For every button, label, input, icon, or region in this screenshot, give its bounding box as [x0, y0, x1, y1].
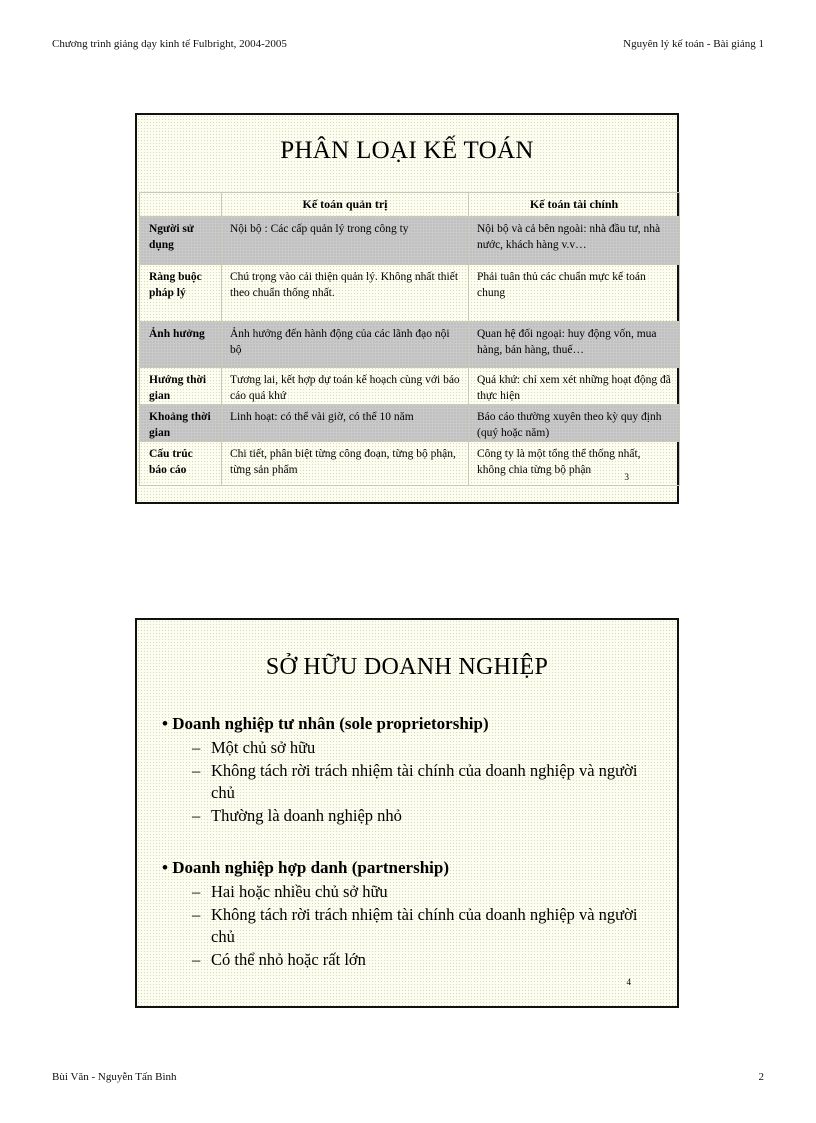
list-item-text: Không tách rời trách nhiệm tài chính của doanh nghiệp và người chủ: [211, 761, 638, 802]
list-item-text: Một chủ sở hữu: [211, 738, 316, 757]
table-cell: Phải tuân thủ các chuẩn mực kế toán chung: [469, 265, 680, 322]
list-item-text: Thường là doanh nghiệp nhỏ: [211, 806, 402, 825]
dash-icon: –: [192, 882, 201, 901]
list-item: [162, 904, 657, 948]
footer-page-number: 2: [758, 1071, 764, 1083]
slide-business-ownership: [135, 618, 679, 1008]
row-label: Người sử dụng: [140, 217, 222, 265]
header-lecture-title: Nguyên lý kế toán - Bài giảng 1: [623, 38, 764, 50]
dash-icon: –: [192, 806, 201, 825]
table-cell: Công ty là một tổng thể thống nhất, không chia từng bộ phận: [469, 442, 680, 486]
table-row: [140, 322, 680, 368]
slide-title: PHÂN LOẠI KẾ TOÁN: [280, 137, 534, 164]
row-label: Hướng thời gian: [140, 368, 222, 405]
list-item-text: Có thể nhỏ hoặc rất lớn: [211, 950, 366, 969]
list-item: [162, 760, 657, 804]
list-item: [162, 737, 657, 759]
row-label: Ảnh hưởng: [140, 322, 222, 368]
dash-icon: –: [192, 761, 201, 780]
bullet-text: Doanh nghiệp tư nhân (sole proprietorship): [172, 714, 489, 733]
dash-icon: –: [192, 950, 201, 969]
dash-icon: –: [192, 905, 201, 924]
table-header-row: [140, 193, 680, 217]
table-header-cell: Kế toán quản trị: [222, 193, 469, 217]
table-cell: Quá khứ: chỉ xem xét những hoạt động đã thực hiện: [469, 368, 680, 405]
bullet-icon: •: [162, 858, 168, 877]
classification-table: [139, 192, 680, 486]
footer-authors: Bùi Văn - Nguyễn Tấn Bình: [52, 1071, 177, 1083]
list-item-text: Không tách rời trách nhiệm tài chính của doanh nghiệp và người chủ: [211, 905, 638, 946]
table-row: [140, 265, 680, 322]
table-header-cell: Kế toán tài chính: [469, 193, 680, 217]
bullet-heading: [162, 856, 657, 880]
table-cell: Báo cáo thường xuyên theo kỳ quy định (quý hoặc năm): [469, 405, 680, 442]
bullet-text: Doanh nghiệp hợp danh (partnership): [172, 858, 449, 877]
slide-number: 3: [624, 472, 629, 482]
table-row: [140, 442, 680, 486]
row-label: Cấu trúc báo cáo: [140, 442, 222, 486]
slide-title: SỞ HỮU DOANH NGHIỆP: [265, 654, 549, 680]
row-label: Ràng buộc pháp lý: [140, 265, 222, 322]
dash-icon: –: [192, 738, 201, 757]
table-cell: Quan hệ đối ngoại: huy động vốn, mua hàng, bán hàng, thuế…: [469, 322, 680, 368]
list-item: [162, 881, 657, 903]
table-cell: Nội bộ : Các cấp quản lý trong công ty: [222, 217, 469, 265]
table-cell: Linh hoạt: có thể vài giờ, có thể 10 năm: [222, 405, 469, 442]
list-item: [162, 949, 657, 971]
list-item: [162, 805, 657, 827]
ownership-section-partnership: [162, 856, 657, 971]
table-cell: Chú trọng vào cải thiện quản lý. Không nhất thiết theo chuẩn thống nhất.: [222, 265, 469, 322]
slide-number: 4: [626, 977, 631, 987]
bullet-heading: [162, 712, 657, 736]
table-row: [140, 405, 680, 442]
table-row: [140, 368, 680, 405]
bullet-icon: •: [162, 714, 168, 733]
list-item-text: Hai hoặc nhiều chủ sở hữu: [211, 882, 388, 901]
header-course-title: Chương trình giảng dạy kinh tế Fulbright, 2004-2005: [52, 38, 287, 50]
table-cell: Tương lai, kết hợp dự toán kế hoạch cùng với báo cáo quá khứ: [222, 368, 469, 405]
table-cell: Ảnh hưởng đến hành động của các lãnh đạo nội bộ: [222, 322, 469, 368]
table-header-cell: [140, 193, 222, 217]
table-cell: Nội bộ và cả bên ngoài: nhà đầu tư, nhà nước, khách hàng v.v…: [469, 217, 680, 265]
ownership-section-sole-proprietorship: [162, 712, 657, 827]
table-cell: Chi tiết, phân biệt từng công đoạn, từng bộ phận, từng sản phẩm: [222, 442, 469, 486]
table-row: [140, 217, 680, 265]
slide-accounting-classification: [135, 113, 679, 504]
row-label: Khoảng thời gian: [140, 405, 222, 442]
